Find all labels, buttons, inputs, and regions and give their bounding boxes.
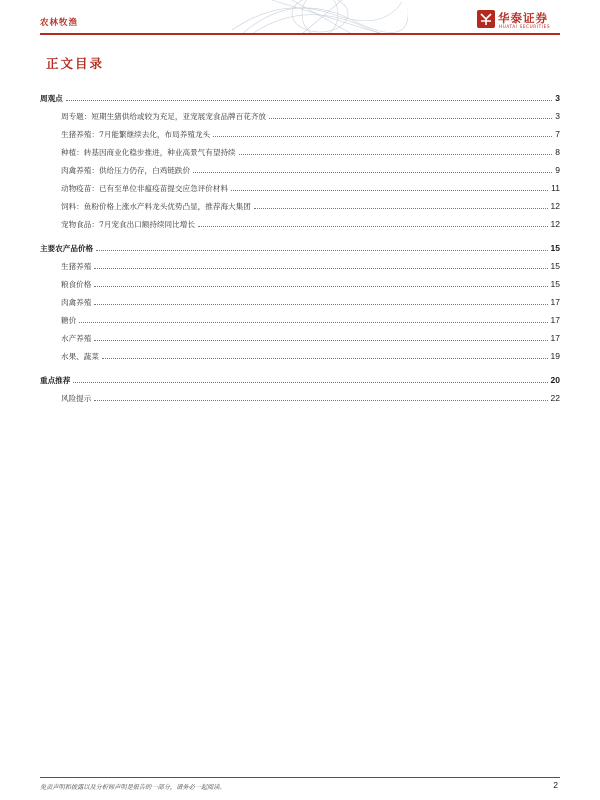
footer-divider xyxy=(40,777,560,778)
toc-entry-title: 糖价 xyxy=(61,316,77,325)
toc-entry-title: 水产养殖 xyxy=(61,334,92,343)
toc-leader-dots xyxy=(198,225,548,227)
toc-entry-title: 水果、蔬菜 xyxy=(61,352,99,361)
toc-entry-title: 周专题：短期生猪供给或较为充足，亚宠展宠食品牌百花齐放 xyxy=(61,112,267,121)
toc-leader-dots xyxy=(231,189,548,191)
toc-page-number: 12 xyxy=(550,201,560,211)
toc-entry[interactable] xyxy=(40,140,560,158)
toc-entry-title: 风险提示 xyxy=(61,394,92,403)
header-decoration xyxy=(232,0,408,34)
toc-section[interactable] xyxy=(40,86,560,104)
huatai-logo xyxy=(477,10,567,32)
toc-entry[interactable] xyxy=(40,386,560,404)
toc-entry[interactable] xyxy=(40,272,560,290)
toc-page-number: 3 xyxy=(555,111,560,121)
page-header xyxy=(0,0,600,34)
logo-mark-icon xyxy=(477,10,495,28)
toc-entry[interactable] xyxy=(40,194,560,212)
toc-leader-dots xyxy=(193,171,552,173)
toc-page-number: 11 xyxy=(551,183,560,193)
toc-leader-dots xyxy=(94,399,547,401)
toc-entry-title: 种植：转基因商业化稳步推进，种业高景气有望持续 xyxy=(61,148,236,157)
toc-entry[interactable] xyxy=(40,104,560,122)
toc-entry[interactable] xyxy=(40,254,560,272)
toc-entry-title: 肉禽养殖 xyxy=(61,298,92,307)
toc-leader-dots xyxy=(269,117,552,119)
toc-page-number: 3 xyxy=(555,93,560,103)
toc-page-number: 17 xyxy=(550,315,560,325)
logo-subtext: HUATAI SECURITIES xyxy=(499,24,551,29)
toc-page-number: 7 xyxy=(555,129,560,139)
header-divider xyxy=(40,33,560,35)
toc-entry-title: 肉禽养殖：供给压力仍存，白鸡链跌价 xyxy=(61,166,191,175)
toc-entry-title: 生猪养殖：7月能繁继续去化，布局养殖龙头 xyxy=(61,130,211,139)
toc-leader-dots xyxy=(94,285,547,287)
toc-page-number: 17 xyxy=(550,333,560,343)
toc-entry[interactable] xyxy=(40,176,560,194)
section-label: 农林牧渔 xyxy=(40,18,79,28)
toc-entry[interactable] xyxy=(40,308,560,326)
toc-section-title: 重点推荐 xyxy=(40,376,71,385)
toc-entry[interactable] xyxy=(40,344,560,362)
toc-section[interactable] xyxy=(40,368,560,386)
toc-leader-dots xyxy=(94,303,547,305)
toc-leader-dots xyxy=(254,207,548,209)
toc-entry[interactable] xyxy=(40,212,560,230)
toc-leader-dots xyxy=(73,381,547,383)
toc-entry-title: 生猪养殖 xyxy=(61,262,92,271)
toc-entry[interactable] xyxy=(40,326,560,344)
toc-section[interactable] xyxy=(40,236,560,254)
toc-leader-dots xyxy=(79,321,547,323)
toc-page-number: 8 xyxy=(555,147,560,157)
toc-page-number: 15 xyxy=(550,243,560,253)
toc-entry-title: 宠物食品：7月宠食出口额持续同比增长 xyxy=(61,220,195,229)
toc-entry-title: 动物疫苗：已有至单位非瘟疫苗提交应急评价材料 xyxy=(61,184,229,193)
toc-leader-dots xyxy=(213,135,552,137)
toc-page-number: 9 xyxy=(555,165,560,175)
toc-entry-title: 饲料：鱼粉价格上涨水产料龙头优势凸显，推荐海大集团 xyxy=(61,202,251,211)
page-number: 2 xyxy=(553,780,558,790)
toc-entry[interactable] xyxy=(40,158,560,176)
toc-leader-dots xyxy=(94,267,547,269)
footer-disclaimer: 免责声明和披露以及分析师声明是报告的一部分，请务必一起阅读。 xyxy=(40,784,226,791)
toc-leader-dots xyxy=(94,339,547,341)
toc-leader-dots xyxy=(96,249,547,251)
toc-section-title: 主要农产品价格 xyxy=(40,244,94,253)
page-title: 正文目录 xyxy=(46,56,105,71)
toc-page-number: 22 xyxy=(550,393,560,403)
toc-page-number: 15 xyxy=(550,261,560,271)
toc-entry[interactable] xyxy=(40,122,560,140)
toc-section-title: 周观点 xyxy=(40,94,63,103)
logo-text: 华泰证券 xyxy=(498,11,548,25)
toc-page-number: 19 xyxy=(550,351,560,361)
toc-entry-title: 粮食价格 xyxy=(61,280,92,289)
toc-page-number: 20 xyxy=(550,375,560,385)
toc-leader-dots xyxy=(66,99,552,101)
toc-page-number: 17 xyxy=(550,297,560,307)
table-of-contents xyxy=(40,86,560,404)
toc-page-number: 15 xyxy=(550,279,560,289)
toc-entry[interactable] xyxy=(40,290,560,308)
toc-page-number: 12 xyxy=(550,219,560,229)
toc-leader-dots xyxy=(239,153,553,155)
toc-leader-dots xyxy=(102,357,548,359)
